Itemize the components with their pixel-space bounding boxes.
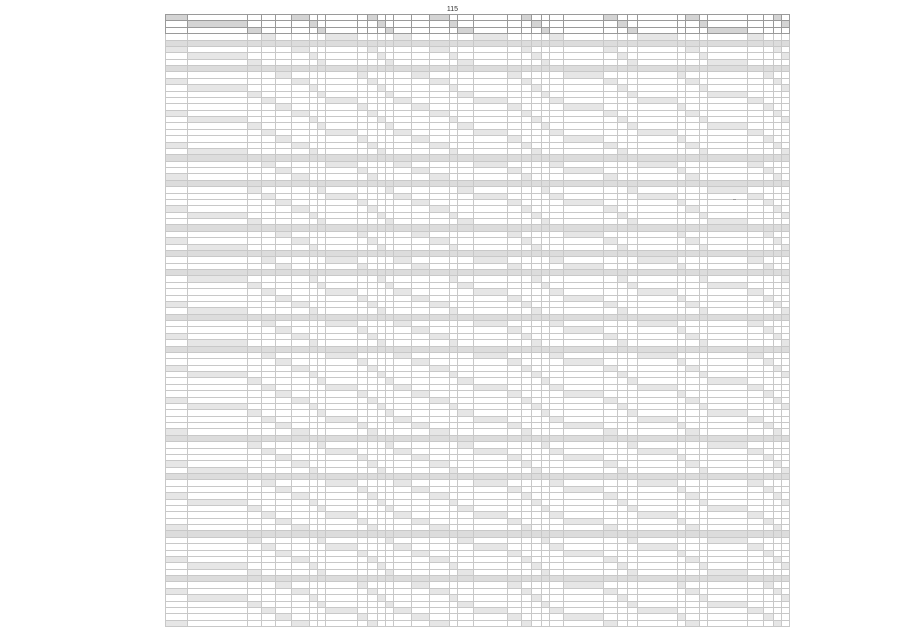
table-cell (508, 620, 522, 626)
table-cell (618, 620, 628, 626)
table-cell (628, 620, 638, 626)
table-cell (764, 620, 774, 626)
table-cell (310, 620, 318, 626)
table-cell (474, 620, 508, 626)
table-cell (378, 620, 386, 626)
table-cell (386, 620, 394, 626)
table-cell (604, 620, 618, 626)
table-cell (188, 620, 248, 626)
table-cell (262, 620, 276, 626)
table-cell (522, 620, 532, 626)
table-cell (326, 620, 358, 626)
table-cell (430, 620, 450, 626)
table-cell (276, 620, 292, 626)
table-cell (708, 620, 748, 626)
page-number: 115 (446, 6, 459, 13)
table-cell (638, 620, 678, 626)
table-cell (774, 620, 782, 626)
table-cell (394, 620, 412, 626)
data-table (165, 14, 790, 627)
table-cell (748, 620, 764, 626)
table-cell (700, 620, 708, 626)
table-cell (782, 620, 790, 626)
table-cell (450, 620, 458, 626)
table-cell (318, 620, 326, 626)
table-cell (458, 620, 474, 626)
table-cell (564, 620, 604, 626)
table-cell (550, 620, 564, 626)
table-cell (166, 620, 188, 626)
margin-mark (733, 199, 736, 200)
table-cell (686, 620, 700, 626)
table-cell (532, 620, 542, 626)
table-cell (542, 620, 550, 626)
table-row (166, 620, 790, 626)
table-cell (678, 620, 686, 626)
table-cell (292, 620, 310, 626)
table-cell (358, 620, 368, 626)
table-cell (412, 620, 430, 626)
table-cell (368, 620, 378, 626)
table-cell (248, 620, 262, 626)
